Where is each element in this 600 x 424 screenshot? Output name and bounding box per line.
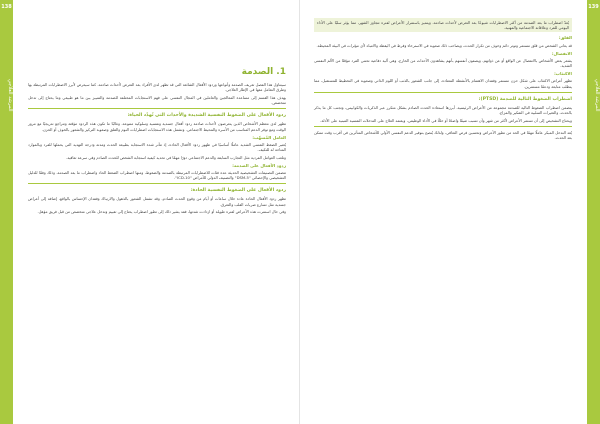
divider <box>314 92 572 93</box>
section-paragraph: تظهر لدى معظم الأشخاص الذين يتعرضون لأحداث صادمة ردود أفعال جسدية ونفسية وسلوكية متنوعة، وغالبًا ما تكون هذه الردود مؤقتة وتتراجع تدريجيًا مع مرور الوقت ومع توفر الدعم المناسب من الأسرة والمحيط الاجتماعي. وتشمل هذه الاستجابات اضطرابات النوم والقلق وصعوبة التركيز والشعور بالخوف أو الحزن. <box>28 121 286 132</box>
page-number: 139 <box>588 4 599 10</box>
section-paragraph: وفي حال استمرت هذه الأعراض لفترة طويلة أو ازدادت شدتها، فقد يشير ذلك إلى تطور اضطراب يحتاج إلى تقييم وتدخل علاجي متخصص من قبل فريق مؤهل. <box>37 209 286 215</box>
closing-paragraph: يُعد التدخل المبكر عاملًا مهمًا في الحد من تطور الأعراض وتحسين فرص التعافي، ولذلك يُنصح بتوفير الدعم النفسي الأولي للأشخاص المتأثرين في أقرب وقت ممكن بعد الحدث. <box>314 129 572 141</box>
sub-paragraph: قد يعاني الشخص من قلق مستمر وتوتر دائم وخوف من تكرار الحدث، ويصاحب ذلك صعوبة في الاسترخاء وفرط في اليقظة والانتباه لأي مؤثرات في البيئة المحيطة. <box>316 42 572 48</box>
sub-paragraph: تظهر أعراض الاكتئاب على شكل حزن مستمر وفقدان الاهتمام بالأنشطة المعتادة، إلى جانب الشعور بالذنب أو اللوم الذاتي وصعوبة في التخطيط للمستقبل، مما يتطلب متابعة ودعمًا مستمرين. <box>314 78 572 89</box>
sub-heading: العامل المُسهّب: <box>252 134 286 140</box>
sub-heading: القلق: <box>558 35 572 41</box>
sub-paragraph: يشعر بعض الأشخاص بالانفصال عن الواقع أو عن ذواتهم، ويصفون أنفسهم بأنهم يشاهدون الأحداث من الخارج، وهي آلية دفاعية تحمي الفرد مؤقتًا من الألم النفسي الشديد. <box>314 57 572 68</box>
sub-heading: ردود الأفعال على الصدمة: <box>232 162 286 168</box>
side-title: المرشد العلاجي <box>594 78 600 112</box>
sub-heading: الاكتئاب: <box>554 71 572 77</box>
intro-paragraph: سيتناول هذا الفصل تعريف الصدمة وأنواعها وردود الأفعال الشائعة التي قد تظهر لدى الأفراد بعد التعرض لأحداث صادمة، كما سيعرض لأبرز الاضطرابات المرتبطة بها وطرق التعامل معها في الإطار العلاجي. <box>28 82 286 93</box>
divider <box>28 108 286 109</box>
divider <box>28 183 286 184</box>
sub-paragraph: وتلعب العوامل الفردية مثل التجارب السابقة والدعم الاجتماعي دورًا مهمًا في تحديد كيفية استجابة الشخص للحدث الصادم وفي سرعة تعافيه. <box>66 154 286 160</box>
right-page <box>300 0 600 424</box>
section-paragraph: يتضمن اضطراب الضغوط التالية للصدمة مجموعة من الأعراض الرئيسية، أبرزها استعادة الحدث الصادم بشكل متكرر عبر الذكريات والكوابيس، وتجنب كل ما يذكر بالحدث، والتغيرات السلبية في التفكير والمزاج. <box>314 104 572 115</box>
right-content <box>314 18 572 143</box>
section-heading: ردود الأفعال على الضغوط النفسية الشديدة والأحداث التي تُهدّد الحياة: <box>127 113 286 119</box>
intro-paragraph: يُعدّ اضطراب ما بعد الصدمة من أكثر الاضطرابات شيوعًا بعد التعرض لأحداث صادمة، ويتميز باستمرار الأعراض لفترة تتجاوز الشهر، مما يؤثر سلبًا على الأداء اليومي للفرد وعلاقاته الاجتماعية والمهنية. <box>314 18 572 32</box>
chapter-title: 1. الصدمة <box>241 67 286 77</box>
sub-paragraph: تتضمن التصنيفات التشخيصية الحديثة عدة فئات للاضطرابات المرتبطة بالصدمة والضغوط، ومنها اضطراب الضغط الحاد واضطراب ما بعد الصدمة، وذلك وفقًا للدليل التشخيصي والإحصائي "DSM-5" والتصنيف الدولي للأمراض "ICD-10". <box>28 170 286 181</box>
section-heading: ردود الأفعال على الضغوط النفسية الحادة: <box>190 188 286 194</box>
section-paragraph: ويحتاج التشخيص إلى أن تستمر الأعراض لأكثر من شهر وأن تسبب ضيقًا واضحًا أو خللًا في الأداء الوظيفي، ويعتمد العلاج على التدخلات النفسية المبنية على الأدلة. <box>320 117 572 123</box>
divider <box>314 126 572 127</box>
left-content <box>28 18 286 217</box>
sub-heading: الانفصال: <box>551 50 572 56</box>
section-paragraph: تظهر ردود الأفعال الحادة عادة خلال ساعات أو أيام من وقوع الحدث الصادم، وقد تشمل الشعور بالذهول والارتباك وفقدان الإحساس بالواقع، إضافة إلى أعراض جسدية مثل تسارع ضربات القلب والتعرق. <box>28 196 286 207</box>
section-heading: اضطراب الضغوط التالية للصدمة (PTSD): <box>478 96 572 102</box>
side-title: المرشد العلاجي <box>7 78 13 112</box>
sub-paragraph: يُعتبر الضغط النفسي الشديد عاملًا أساسيًا في ظهور ردود الأفعال الحادة، إذ تتأثر شدة الاستجابة بطبيعة الحدث ومدته ودرجة التهديد التي يحملها للفرد وبالموارد المتاحة له للتكيف. <box>28 141 286 153</box>
page-number: 138 <box>1 4 12 10</box>
intro-paragraph: يهدف هذا القسم إلى مساعدة المعالجين والعاملين في المجال النفسي على فهم الاستجابات المختلفة للصدمة والتمييز بين ما هو طبيعي وما يحتاج إلى تدخل متخصص. <box>28 94 286 106</box>
